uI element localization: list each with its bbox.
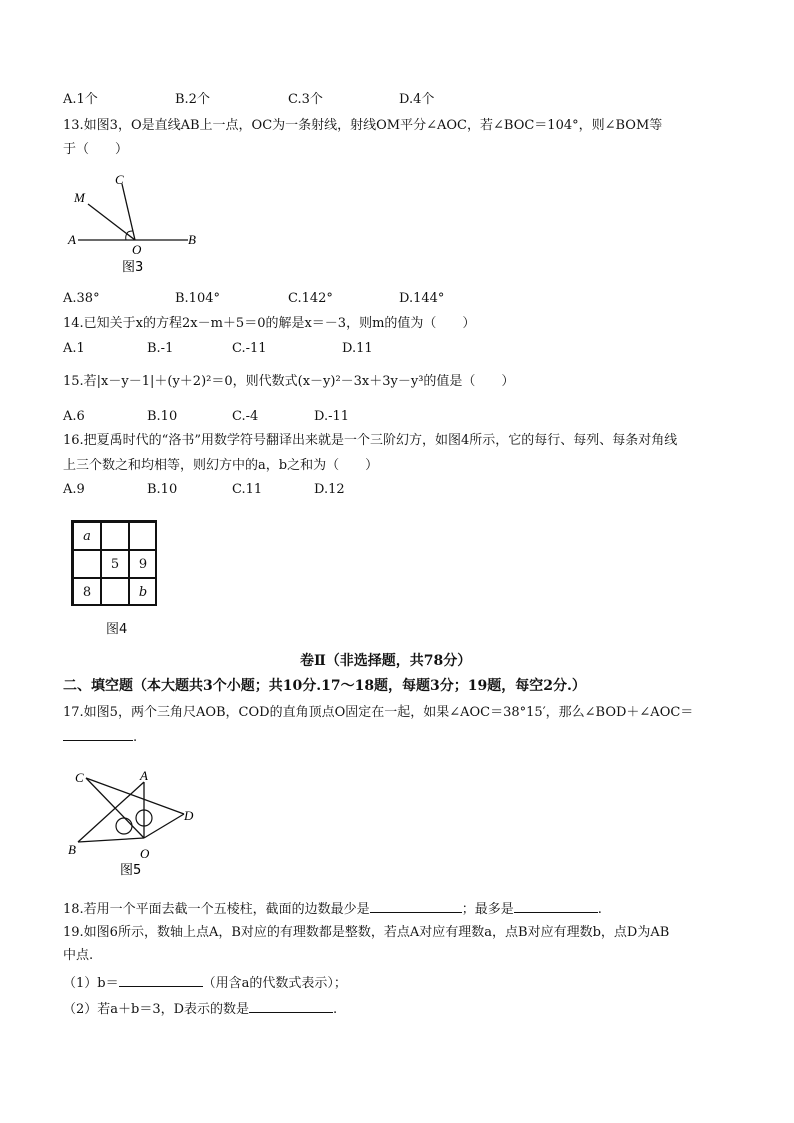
q13-option-c: C.142° — [288, 291, 333, 306]
q19-sub2-blank[interactable] — [249, 1000, 333, 1013]
fig5-label-a: A — [140, 768, 148, 783]
q17-period: . — [133, 730, 138, 745]
q19-sub1-prefix: （1）b＝ — [63, 976, 119, 991]
q16-option-b: B.10 — [147, 482, 178, 497]
label-a: A — [68, 232, 76, 247]
fig5-label-d: D — [184, 808, 194, 823]
figure-3 — [60, 168, 210, 278]
figure-3-caption: 图3 — [122, 260, 144, 275]
q19-sub1-suffix: （用含a的代数式表示）； — [202, 976, 347, 991]
side-co — [86, 778, 144, 838]
q14-option-b: B.-1 — [147, 341, 174, 356]
magic-square — [71, 520, 157, 606]
side-do — [144, 814, 184, 838]
q14-text: 14.已知关于x的方程2x－m＋5＝0的解是x＝－3，则m的值为（ ） — [63, 316, 476, 331]
q15-option-a: A.6 — [63, 409, 85, 424]
q16-text-line2: 上三个数之和均相等，则幻方中的a，b之和为（ ） — [63, 458, 379, 473]
q17-text: 17.如图5，两个三角尺AOB，COD的直角顶点O固定在一起，如果∠AOC＝38°15′，那么∠BOD＋∠AOC＝ — [63, 705, 694, 720]
triangle-hole-1 — [116, 818, 132, 834]
q17-answer-line — [63, 728, 137, 746]
q16-option-c: C.11 — [232, 482, 263, 497]
q18-period: . — [597, 902, 602, 917]
angle-arc-2 — [128, 231, 133, 232]
q19-sub2 — [63, 1000, 337, 1018]
side-bo — [78, 838, 144, 842]
side-cd — [86, 778, 184, 814]
q19-sub2-prefix: （2）若a＋b＝3，D表示的数是 — [63, 1002, 250, 1017]
magic-cell: 5 — [101, 550, 129, 578]
q19-sub1 — [63, 974, 347, 992]
q19-text-line1: 19.如图6所示，数轴上点A，B对应的有理数都是整数，若点A对应有理数a，点B对应有理数b，点D为AB — [63, 925, 670, 940]
label-b: B — [188, 232, 196, 247]
q14-option-d: D.11 — [342, 341, 373, 356]
label-o: O — [132, 242, 142, 257]
label-m: M — [74, 190, 85, 205]
q16-text-line1: 16.把夏禹时代的“洛书”用数学符号翻译出来就是一个三阶幻方，如图4所示，它的每行、每列、每条对角线 — [63, 433, 678, 448]
q16-option-d: D.12 — [314, 482, 345, 497]
q18-text-2: ；最多是 — [461, 902, 514, 917]
q16-option-a: A.9 — [63, 482, 85, 497]
q12-option-c: C.3个 — [288, 92, 323, 107]
q13-text-line2: 于（ ） — [63, 142, 129, 157]
magic-cell: a — [73, 522, 101, 550]
q19-text-line2: 中点. — [63, 948, 94, 963]
label-c: C — [115, 172, 124, 187]
q15-option-b: B.10 — [147, 409, 178, 424]
section-2-title: 卷Ⅱ（非选择题，共78分） — [300, 653, 472, 669]
q15-option-d: D.-11 — [314, 409, 350, 424]
q18-line — [63, 900, 602, 918]
q19-sub1-blank[interactable] — [119, 974, 203, 987]
q14-option-c: C.-11 — [232, 341, 267, 356]
q18-max-blank[interactable] — [514, 900, 598, 913]
section-2-heading: 二、填空题（本大题共3个小题；共10分.17～18题，每题3分；19题，每空2分.） — [63, 678, 586, 694]
magic-cell — [101, 522, 129, 550]
q13-text-line1: 13.如图3，O是直线AB上一点，OC为一条射线，射线OM平分∠AOC，若∠BOC＝104°，则∠BOM等 — [63, 118, 663, 133]
q19-sub2-period: . — [333, 1002, 338, 1017]
magic-cell — [73, 550, 101, 578]
fig5-label-c: C — [75, 770, 84, 785]
q12-option-b: B.2个 — [175, 92, 210, 107]
magic-cell — [101, 578, 129, 606]
q15-option-c: C.-4 — [232, 409, 259, 424]
q15-text: 15.若|x－y－1|＋(y＋2)²＝0，则代数式(x－y)²－3x＋3y－y³的值是（ ） — [63, 374, 515, 389]
figure-4-caption: 图4 — [106, 622, 128, 637]
magic-cell: 9 — [129, 550, 157, 578]
fig5-label-b: B — [68, 842, 76, 857]
q13-option-b: B.104° — [175, 291, 220, 306]
q13-option-a: A.38° — [63, 291, 100, 306]
magic-cell: 8 — [73, 578, 101, 606]
side-ab — [78, 782, 144, 842]
q12-option-a: A.1个 — [63, 92, 98, 107]
magic-cell: b — [129, 578, 157, 606]
q12-option-d: D.4个 — [399, 92, 435, 107]
q14-option-a: A.1 — [63, 341, 85, 356]
q17-answer-blank[interactable] — [63, 728, 133, 741]
q13-option-d: D.144° — [399, 291, 445, 306]
magic-cell — [129, 522, 157, 550]
fig5-label-o: O — [140, 846, 150, 861]
q18-min-blank[interactable] — [370, 900, 462, 913]
q18-text-1: 18.若用一个平面去截一个五棱柱，截面的边数最少是 — [63, 902, 370, 917]
figure-5-caption: 图5 — [120, 863, 142, 878]
figure-5 — [60, 762, 210, 880]
